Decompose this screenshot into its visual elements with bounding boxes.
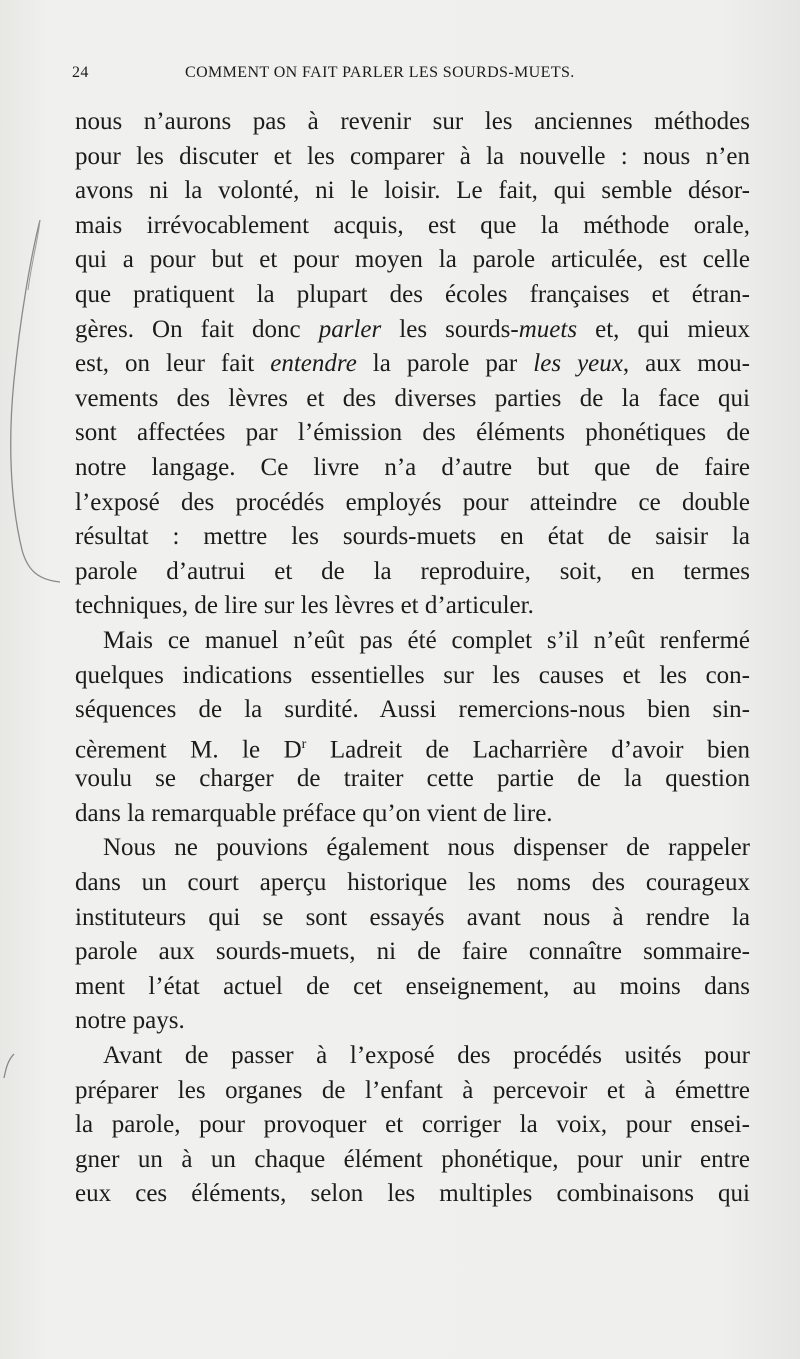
text-run: la parole par <box>356 350 534 378</box>
text-run: , aux mou- <box>622 350 750 378</box>
text-run: cèrement M. le D <box>75 736 302 764</box>
text-line: vements des lèvres et des diverses parties de la face qui <box>75 384 750 412</box>
text-line: qui a pour but et pour moyen la parole articulée, est celle <box>75 246 750 274</box>
text-line <box>75 728 750 763</box>
running-title: COMMENT ON FAIT PARLER LES SOURDS-MUETS. <box>185 64 575 81</box>
text-line: parole d’autrui et de la reproduire, soit, en termes <box>75 557 750 585</box>
text-run: est, on leur fait <box>75 350 271 378</box>
text-line: Mais ce manuel n’eût pas été complet s’il n’eût renfermé <box>103 626 750 654</box>
text-line: notre pays. <box>75 1007 185 1035</box>
text-line: parole aux sourds-muets, ni de faire connaître sommaire- <box>75 938 750 966</box>
text-line: Avant de passer à l’exposé des procédés usités pour <box>103 1042 750 1070</box>
text-line: notre langage. Ce livre n’a d’autre but que de faire <box>75 453 750 481</box>
page-number: 24 <box>72 64 89 81</box>
italic-run: entendre <box>270 350 357 378</box>
text-line: techniques, de lire sur les lèvres et d’articuler. <box>75 592 534 620</box>
pencil-margin-bracket <box>0 200 70 600</box>
text-line: dans la remarquable préface qu’on vient de lire. <box>75 799 553 827</box>
text-line: mais irrévocablement acquis, est que la méthode orale, <box>75 211 750 239</box>
text-line: nous n’aurons pas à revenir sur les anciennes méthodes <box>75 108 750 135</box>
text-line: sont affectées par l’émission des éléments phonétiques de <box>75 419 750 447</box>
text-line: Nous ne pouvions également nous dispenser de rappeler <box>103 834 750 862</box>
text-line: dans un court aperçu historique les noms des courageux <box>75 869 750 897</box>
text-line: voulu se charger de traiter cette partie de la question <box>75 765 750 793</box>
text-line: instituteurs qui se sont essayés avant nous à rendre la <box>75 903 750 931</box>
running-head <box>72 64 752 88</box>
text-run: gères. On fait donc <box>75 315 319 343</box>
body-text <box>75 105 750 1212</box>
text-run: et, qui mieux <box>577 315 750 343</box>
text-run: les sourds- <box>381 315 519 343</box>
text-line: gner un à un chaque élément phonétique, pour unir entre <box>75 1145 750 1173</box>
text-line: l’exposé des procédés employés pour atteindre ce double <box>75 488 750 516</box>
text-line: séquences de la surdité. Aussi remercions-nous bien sin- <box>75 696 750 724</box>
text-line: que pratiquent la plupart des écoles françaises et étran- <box>75 280 750 308</box>
text-line: pour les discuter et les comparer à la nouvelle : nous n’en <box>75 142 750 170</box>
text-line: préparer les organes de l’enfant à percevoir et à émettre <box>75 1076 750 1104</box>
text-line: quelques indications essentielles sur les causes et les con- <box>75 661 750 689</box>
text-line: résultat : mettre les sourds-muets en état de saisir la <box>75 523 750 551</box>
italic-run: les yeux <box>533 350 623 378</box>
text-line: ment l’état actuel de cet enseignement, au moins dans <box>75 972 750 1000</box>
text-line: la parole, pour provoquer et corriger la voix, pour ensei- <box>75 1111 750 1139</box>
text-line <box>75 347 750 382</box>
superscript-run: r <box>301 736 307 752</box>
text-run: Ladreit de Lacharrière d’avoir bien <box>306 736 750 764</box>
text-line <box>75 313 750 348</box>
pencil-margin-mark <box>0 1050 20 1080</box>
italic-run: muets <box>518 315 578 343</box>
italic-run: parler <box>318 315 382 343</box>
text-line: avons ni la volonté, ni le loisir. Le fait, qui semble désor- <box>75 177 750 205</box>
text-line: eux ces éléments, selon les multiples combinaisons qui <box>75 1180 750 1208</box>
